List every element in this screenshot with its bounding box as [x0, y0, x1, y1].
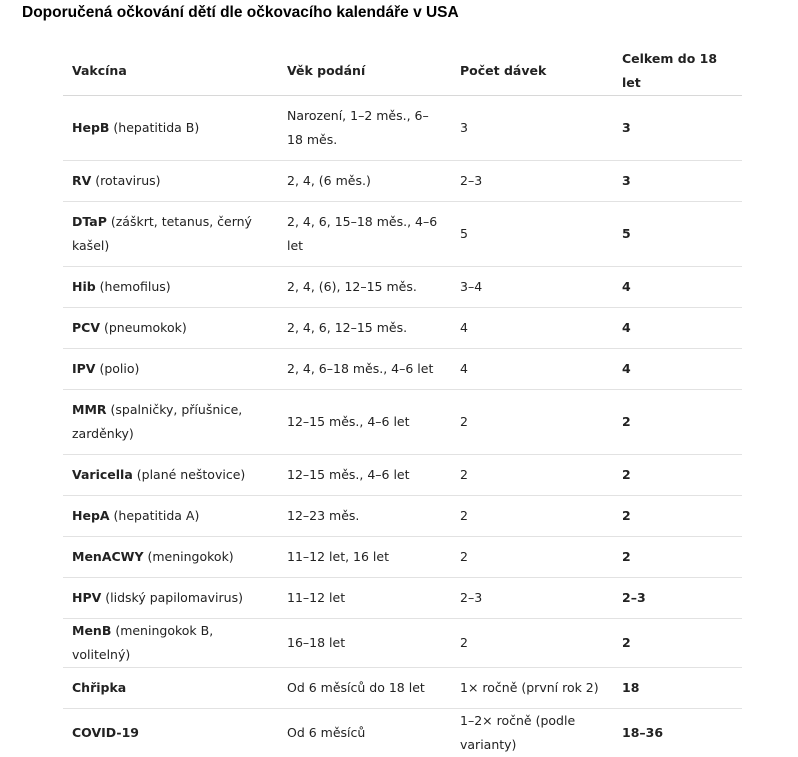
- vaccine-description: (hepatitida B): [109, 120, 199, 135]
- vaccine-description: (pneumokok): [100, 320, 187, 335]
- vaccine-name: PCV: [72, 320, 100, 335]
- cell-vaccine: [63, 619, 278, 668]
- column-header-doses: Počet dávek: [451, 47, 613, 96]
- cell-total: 2: [613, 496, 742, 537]
- cell-doses: 1–2× ročně (podle varianty): [451, 709, 613, 757]
- vaccine-description: (hepatitida A): [110, 508, 200, 523]
- vaccine-name: HPV: [72, 590, 101, 605]
- cell-age: 11–12 let, 16 let: [278, 537, 451, 578]
- vaccine-name: MenB: [72, 623, 111, 638]
- cell-doses: 5: [451, 202, 613, 267]
- cell-total: 3: [613, 96, 742, 161]
- vaccine-name: HepA: [72, 508, 110, 523]
- cell-doses: 2–3: [451, 161, 613, 202]
- table-header-row: [63, 47, 742, 96]
- vaccine-description: (polio): [96, 361, 140, 376]
- cell-total: 5: [613, 202, 742, 267]
- table-row: [63, 390, 742, 455]
- cell-vaccine: [63, 161, 278, 202]
- vaccine-name: Varicella: [72, 467, 133, 482]
- cell-vaccine: [63, 709, 278, 757]
- cell-total: 4: [613, 349, 742, 390]
- vaccination-table: [63, 47, 742, 757]
- vaccine-description: (plané neštovice): [133, 467, 246, 482]
- cell-vaccine: [63, 578, 278, 619]
- cell-vaccine: [63, 668, 278, 709]
- table-row: [63, 308, 742, 349]
- vaccine-name: RV: [72, 173, 91, 188]
- cell-vaccine: [63, 496, 278, 537]
- cell-age: 2, 4, 6, 12–15 měs.: [278, 308, 451, 349]
- cell-total: 4: [613, 267, 742, 308]
- cell-doses: 1× ročně (první rok 2): [451, 668, 613, 709]
- cell-age: Od 6 měsíců: [278, 709, 451, 757]
- cell-vaccine: [63, 349, 278, 390]
- table-row: [63, 496, 742, 537]
- vaccine-name: MenACWY: [72, 549, 144, 564]
- cell-vaccine: [63, 267, 278, 308]
- table-row: [63, 619, 742, 668]
- cell-age: 11–12 let: [278, 578, 451, 619]
- cell-vaccine: [63, 308, 278, 349]
- vaccine-description: (lidský papilomavirus): [101, 590, 243, 605]
- vaccine-name: Hib: [72, 279, 96, 294]
- table-row: [63, 161, 742, 202]
- cell-age: 12–15 měs., 4–6 let: [278, 455, 451, 496]
- cell-doses: 2: [451, 496, 613, 537]
- table-row: [63, 455, 742, 496]
- cell-vaccine: [63, 96, 278, 161]
- cell-vaccine: [63, 390, 278, 455]
- table-row: [63, 96, 742, 161]
- vaccine-name: DTaP: [72, 214, 107, 229]
- cell-doses: 2: [451, 455, 613, 496]
- table-row: [63, 349, 742, 390]
- table-row: [63, 709, 742, 757]
- cell-age: Narození, 1–2 měs., 6–18 měs.: [278, 96, 451, 161]
- column-header-vaccine: Vakcína: [63, 47, 278, 96]
- cell-vaccine: [63, 455, 278, 496]
- vaccine-description: (záškrt, tetanus, černý kašel): [72, 214, 252, 253]
- cell-doses: 2: [451, 537, 613, 578]
- vaccine-name: HepB: [72, 120, 109, 135]
- cell-total: 4: [613, 308, 742, 349]
- cell-doses: 4: [451, 308, 613, 349]
- cell-age: 2, 4, 6–18 měs., 4–6 let: [278, 349, 451, 390]
- cell-total: 2: [613, 619, 742, 668]
- cell-total: 18: [613, 668, 742, 709]
- cell-age: 2, 4, (6 měs.): [278, 161, 451, 202]
- cell-age: 2, 4, (6), 12–15 měs.: [278, 267, 451, 308]
- cell-vaccine: [63, 202, 278, 267]
- vaccine-description: (meningokok B, volitelný): [72, 623, 213, 662]
- column-header-total: Celkem do 18 let: [613, 47, 742, 96]
- table-row: [63, 267, 742, 308]
- vaccine-name: IPV: [72, 361, 96, 376]
- cell-doses: 3–4: [451, 267, 613, 308]
- vaccine-name: COVID-19: [72, 725, 139, 740]
- vaccine-name: MMR: [72, 402, 107, 417]
- cell-age: 2, 4, 6, 15–18 měs., 4–6 let: [278, 202, 451, 267]
- cell-total: 18–36: [613, 709, 742, 757]
- cell-total: 2–3: [613, 578, 742, 619]
- cell-doses: 2: [451, 619, 613, 668]
- cell-total: 2: [613, 390, 742, 455]
- cell-vaccine: [63, 537, 278, 578]
- cell-age: 12–15 měs., 4–6 let: [278, 390, 451, 455]
- cell-age: Od 6 měsíců do 18 let: [278, 668, 451, 709]
- column-header-age: Věk podání: [278, 47, 451, 96]
- cell-age: 16–18 let: [278, 619, 451, 668]
- vaccine-description: (hemofilus): [96, 279, 171, 294]
- cell-age: 12–23 měs.: [278, 496, 451, 537]
- vaccine-name: Chřipka: [72, 680, 126, 695]
- cell-total: 2: [613, 537, 742, 578]
- vaccine-description: (meningokok): [144, 549, 234, 564]
- cell-doses: 2: [451, 390, 613, 455]
- table-row: [63, 668, 742, 709]
- cell-doses: 2–3: [451, 578, 613, 619]
- cell-total: 3: [613, 161, 742, 202]
- table-row: [63, 537, 742, 578]
- table-row: [63, 202, 742, 267]
- cell-doses: 3: [451, 96, 613, 161]
- page-title: Doporučená očkování dětí dle očkovacího kalendáře v USA: [22, 4, 459, 22]
- cell-doses: 4: [451, 349, 613, 390]
- vaccine-description: (spalničky, příušnice, zarděnky): [72, 402, 242, 441]
- cell-total: 2: [613, 455, 742, 496]
- vaccine-description: (rotavirus): [91, 173, 160, 188]
- table-row: [63, 578, 742, 619]
